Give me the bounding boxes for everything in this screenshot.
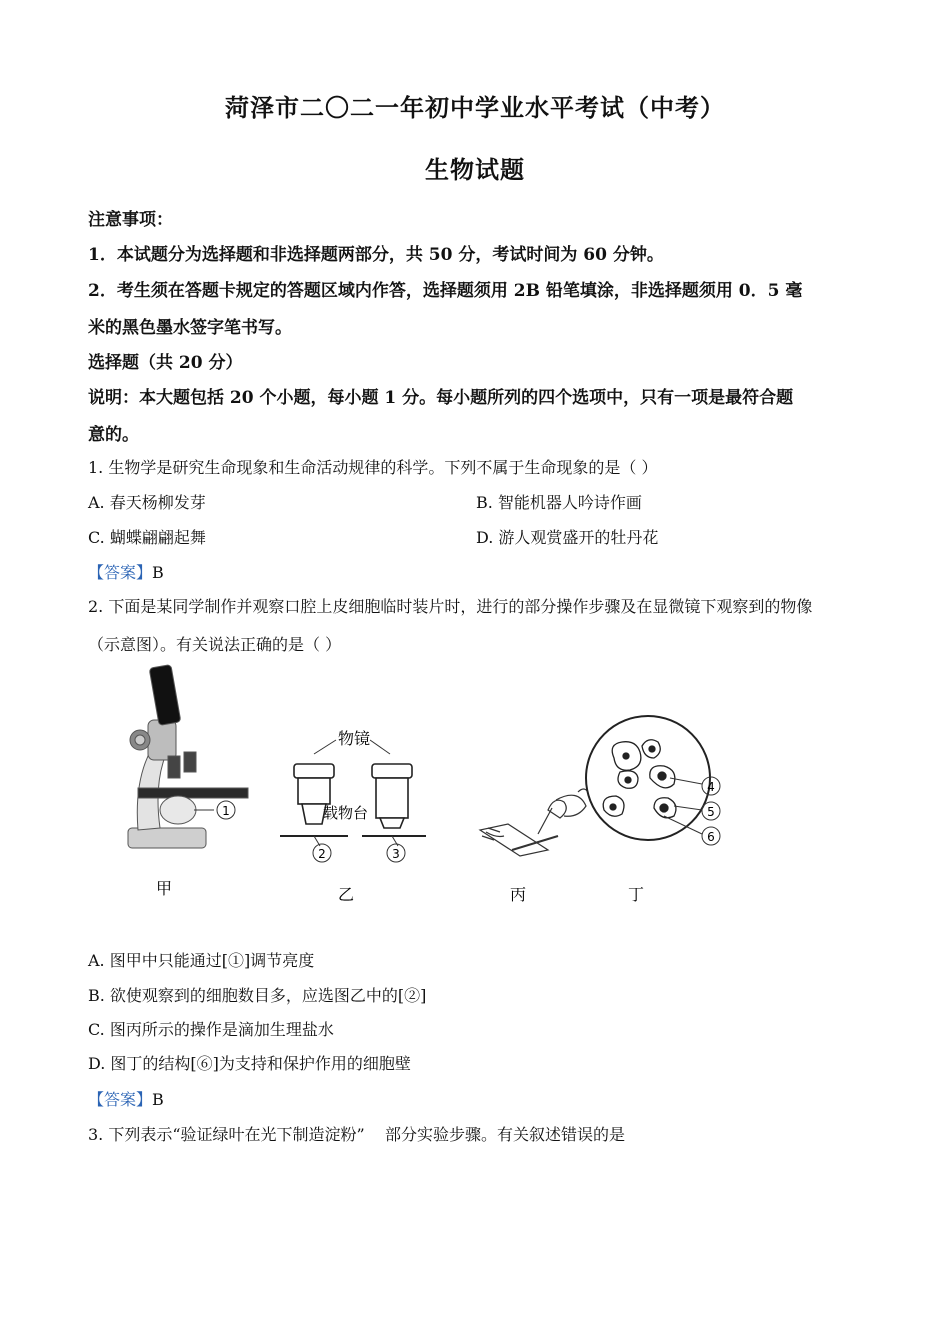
label-5: 5	[707, 805, 715, 819]
section-desc-line1: 说明：本大题包括 20 个小题，每小题 1 分。每小题所列的四个选项中，只有一项是最符合题	[88, 388, 794, 408]
q2-figure	[108, 660, 748, 910]
label-3: 3	[392, 847, 400, 861]
notice-heading: 注意事项：	[88, 210, 173, 230]
q2-option-d: D. 图丁的结构[⑥]为支持和保护作用的细胞壁	[88, 1054, 411, 1073]
label-6: 6	[707, 830, 715, 844]
objective-label: 物镜	[338, 729, 371, 748]
q1-answer	[88, 560, 164, 583]
label-1: 1	[222, 804, 230, 818]
field-of-view	[586, 716, 710, 840]
section-desc-line2: 意的。	[88, 425, 139, 445]
section-heading: 选择题（共 20 分）	[88, 353, 243, 373]
label-2: 2	[318, 847, 326, 861]
q2-figure-svg	[108, 660, 748, 910]
q2-answer-value: B	[152, 1090, 164, 1109]
figure-label-ding: 丁	[628, 885, 645, 904]
label-4: 4	[707, 780, 715, 794]
q1-option-b: B. 智能机器人吟诗作画	[476, 493, 642, 512]
q1-option-d: D. 游人观赏盛开的牡丹花	[476, 528, 659, 547]
q1-option-a: A. 春天杨柳发芽	[88, 493, 206, 512]
stage-label: 载物台	[323, 804, 369, 822]
notice-item-2-line2: 米的黑色墨水签字笔书写。	[88, 318, 292, 338]
q2-option-a: A. 图甲中只能通过[①]调节亮度	[88, 951, 315, 970]
q1-option-c: C. 蝴蝶翩翩起舞	[88, 528, 206, 547]
exam-title: 菏泽市二〇二一年初中学业水平考试（中考）	[225, 93, 725, 122]
q1-answer-label: 【答案】	[88, 563, 153, 582]
figure-label-jia: 甲	[156, 879, 173, 898]
q2-stem-line1: 2. 下面是某同学制作并观察口腔上皮细胞临时装片时，进行的部分操作步骤及在显微镜下观察到的物像	[88, 597, 813, 616]
figure-label-yi: 乙	[338, 885, 355, 904]
microscope-illustration	[128, 665, 248, 848]
objective-long	[372, 764, 412, 828]
q1-stem: 1. 生物学是研究生命现象和生命活动规律的科学。下列不属于生命现象的是（ ）	[88, 458, 658, 477]
q1-answer-value: B	[152, 563, 164, 582]
q2-answer-label: 【答案】	[88, 1090, 153, 1109]
q2-option-b: B. 欲使观察到的细胞数目多，应选图乙中的[②]	[88, 986, 427, 1005]
q2-option-c: C. 图丙所示的操作是滴加生理盐水	[88, 1020, 334, 1039]
q3-stem: 3. 下列表示“验证绿叶在光下制造淀粉” 部分实验步骤。有关叙述错误的是	[88, 1125, 626, 1144]
notice-item-2-line1: 2．考生须在答题卡规定的答题区域内作答，选择题须用 2B 铅笔填涂，非选择题须用 0．5 毫	[88, 281, 803, 301]
notice-item-1: 1．本试题分为选择题和非选择题两部分，共 50 分，考试时间为 60 分钟。	[88, 245, 664, 265]
figure-label-bing: 丙	[510, 885, 527, 904]
q2-stem-line2: （示意图）。有关说法正确的是（ ）	[88, 635, 342, 654]
exam-subtitle: 生物试题	[425, 155, 525, 184]
q2-answer	[88, 1087, 164, 1110]
dropping-illustration	[480, 789, 588, 856]
